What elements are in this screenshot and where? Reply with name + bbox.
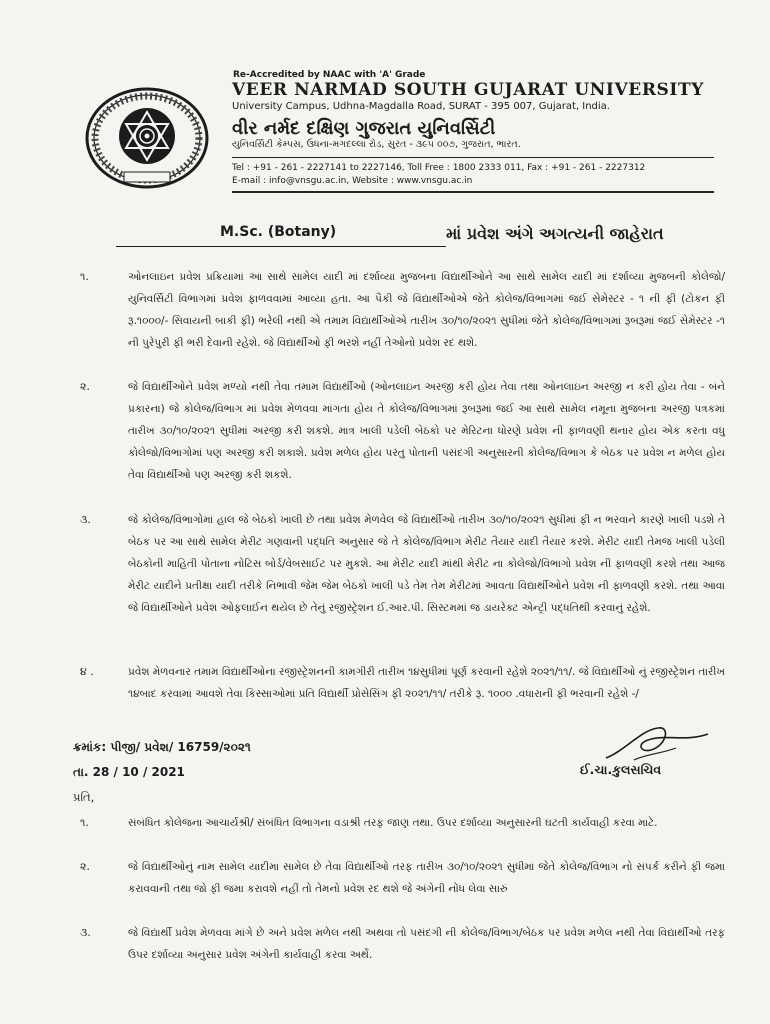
title-underline — [116, 246, 446, 247]
recipient-3-text: જે વિદ્યાર્થી પ્રવેશ મેળવવા માંગે છે અને પ્રવેશ મળેલ નથી અથવા તો પસંદગી ની કોલેજ/વિભાગ/બેઠક પર પ્રવેશ મળેલ નથી તેવા વિદ્યાર્થીઓ તરફ ઉપર દર્શાવ્યા અનુસાર પ્રવેશ અંગેની કાર્યવાહી કરવા અર્થે. — [128, 927, 725, 961]
item-3-text: જે કોલેજ/વિભાગોમાં હાલ જે બેઠકો ખાલી છે તથા પ્રવેશ મેળવેલ જે વિદ્યાર્થીઓ તારીખ ૩૦/૧૦/૨૦૨૧ સુધીમાં ફી ન ભરવાને કારણે ખાલી પડશે તે બેઠક પર આ સાથે સામેલ મેરીટ ગણવાની પદ્ધતિ અનુસાર જે તે કોલેજ/વિભાગ મેરીટ તૈયાર યાદી તૈયાર કરશે. મેરીટ યાદી તેમજ ખાલી પડેલી બેઠકોની માહિતી પોતાના નોટિસ બોર્ડ/વેબસાઈટ પર મુકશે. આ મેરીટ યાદી માંથી મેરીટ ના કોલેજો/વિભાગો પ્રવેશ ની ફાળવણી કરશે તથા આજ મેરીટ યાદીને પ્રતીક્ષા યાદી તરીકે નિભાવી જેમ જેમ બેઠકો ખાલી પડે તેમ તેમ મેરીટમાં આવતા વિદ્યાર્થીઓને પ્રવેશ ની ફાળવણી કરશે. તથા આવા જે વિદ્યાર્થીઓને પ્રવેશ ઓફલાઈન થયેલ છે તેનું રજીસ્ટ્રેશન ઈ.આર.પી. સિસ્ટમમાં જ ડાયરેક્ટ એન્ટ્રી પદ્ધતિથી કરવાનું રહેશે. — [128, 514, 725, 614]
recipient-2-text: જે વિદ્યાર્થીઓનું નામ સામેલ યાદીમા સામેલ છે તેવા વિદ્યાર્થીઓ તરફ તારીખ ૩૦/૧૦/૨૦૨૧ સુધીમાં જેતે કોલેજ/વિભાગ નો સંપર્ક કરીને ફી જમા કરાવવાની તથા જો ફી જમા કરાવશે નહીં તો તેમનો પ્રવેશ રદ થશે જે અંગેની નોંધ લેવા સારું — [128, 861, 725, 895]
contact-email-line: E-mail : info@vnsgu.ac.in, Website : www.vnsgu.ac.in — [232, 176, 473, 186]
item-1-text: ઓનલાઇન પ્રવેશ પ્રક્રિયામાં આ સાથે સામેલ યાદી માં દર્શાવ્યા મુજબના વિદ્યાર્થીઓને આ સાથે સામેલ યાદી માં દર્શાવ્યા મુજબની કોલેજો/યુનિવર્સિટી વિભાગમાં પ્રવેશ ફાળવવામાં આવ્યા હતા. આ પૈકી જે વિદ્યાર્થીઓએ જેતે કોલેજ/વિભાગમાં જઈ સેમેસ્ટર - ૧ ની ફી (ટોકન ફી રૂ.૧૦૦૦/- સિવાયની બાકી ફી) ભરેલી નથી એ તમામ વિદ્યાર્થીઓએ તારીખ ૩૦/૧૦/૨૦૨૧ સુધીમાં જેતે કોલેજ/વિભાગમાં રૂબરૂમાં જઈ સેમેસ્ટર -૧ ની પુરેપુરી ફી ભરી દેવાની રહેશે. જે વિદ્યાર્થીઓ ફી ભરશે નહીં તેઓનો પ્રવેશ રદ થશે. — [128, 271, 725, 349]
item-1-number: ૧. — [80, 270, 89, 283]
item-4-text: પ્રવેશ મેળવનાર તમામ વિદ્યાર્થીઓના રજીસ્ટ્રેશનની કામગીરી તારીખ ૧૪સુધીમાં પૂર્ણ કરવાની રહેશે ૨૦૨૧/૧૧/. જે વિદ્યાર્થીઓ નું રજીસ્ટ્રેશન તારીખ ૧૪બાદ કરવામાં આવશે તેવા કિસ્સાઓમાં પ્રતિ વિદ્યાર્થી પ્રોસેસિંગ ફી ૨૦૨૧/૧૧/ તરીકે રૂ. ૧૦૦૦ .વધારાની ફી ભરવાની રહેશે -/ — [128, 666, 725, 700]
naac-accreditation: Re-Accredited by NAAC with 'A' Grade — [233, 70, 426, 80]
contact-info — [232, 162, 645, 188]
university-address-english: University Campus, Udhna-Magdalla Road, SURAT - 395 007, Gujarat, India. — [232, 101, 610, 112]
university-address-gujarati: યુનિવર્સિટી કેમ્પસ, ઉધના-મગદલ્લા રોડ, સુરત - ૩૯૫ ૦૦૭, ગુજરાત, ભારત. — [232, 139, 521, 150]
recipient-2-number: ૨. — [80, 860, 90, 873]
item-2-text: જે વિદ્યાર્થીઓને પ્રવેશ મળ્યો નથી તેવા તમામ વિદ્યાર્થીઓ (ઓનલાઇન અરજી કરી હોય તેવા તથા ઓનલાઇન અરજી ન કરી હોય તેવા - બંને પ્રકારના) જે કોલેજ/વિભાગ માં પ્રવેશ મેળવવા માંગતા હોય તે કોલેજ/વિભાગમાં રૂબરૂમાં જઈ આ સાથે સામેલ નમૂના મુજબના અરજી પત્રકમાં તારીખ ૩૦/૧૦/૨૦૨૧ સુધીમાં અરજી કરી શકશે. માત્ર ખાલી પડેલી બેઠકો પર મેરિટના ધોરણે પ્રવેશ ની ફાળવણી થનાર હોય એક કરતા વધુ કોલેજો/વિભાગોમાં પણ અરજી કરી શકાશે. પ્રવેશ મળેલ હોય પરંતુ પોતાની પસંદગી અનુસારની કોલેજ/વિભાગ કે બેઠક પર પ્રવેશ ન મળેલ હોય તેવા વિદ્યાર્થીઓ પણ અરજી કરી શકશે. — [128, 381, 725, 481]
letterhead-rule-bottom — [232, 191, 714, 193]
item-4-number: ૪ . — [80, 665, 94, 678]
recipient-1-text: સંબંધિત કોલેજના આચાર્યશ્રી/ સંબંધિત વિભાગના વડાશ્રી તરફ જાણ તથા. ઉપર દર્શાવ્યા અનુસારની ઘટતી કાર્યવાહી કરવા માટે. — [128, 817, 658, 829]
university-name-gujarati: વીર નર્મદ દક્ષિણ ગુજરાત યુનિવર્સિટી — [232, 118, 496, 139]
recipient-1-number: ૧. — [80, 816, 89, 829]
recipient-3-number: ૩. — [80, 926, 91, 939]
letterhead-rule-top — [232, 157, 714, 158]
signatory-title: ઈ.ચા.કુલસચિવ — [580, 762, 662, 777]
reference-date: તા. 28 / 10 / 2021 — [73, 765, 185, 779]
item-2-number: ૨. — [80, 380, 90, 393]
contact-phone-line: Tel : +91 - 261 - 2227141 to 2227146, Toll Free : 1800 2333 011, Fax : +91 - 261 - 2227312 — [232, 163, 646, 173]
notice-title — [116, 220, 736, 252]
letterhead — [232, 70, 732, 150]
university-name-english: VEER NARMAD SOUTH GUJARAT UNIVERSITY — [232, 80, 704, 100]
reference-number: ક્રમાંક: પીજી/ પ્રવેશ/ 16759/૨૦૨૧ — [73, 740, 251, 754]
university-seal-icon — [82, 86, 212, 191]
title-suffix: માં પ્રવેશ અંગે અગત્યની જાહેરાત — [446, 224, 664, 243]
course-name: M.Sc. (Botany) — [220, 224, 337, 240]
recipients-heading: પ્રતિ, — [73, 790, 95, 804]
item-3-number: ૩. — [80, 513, 91, 526]
